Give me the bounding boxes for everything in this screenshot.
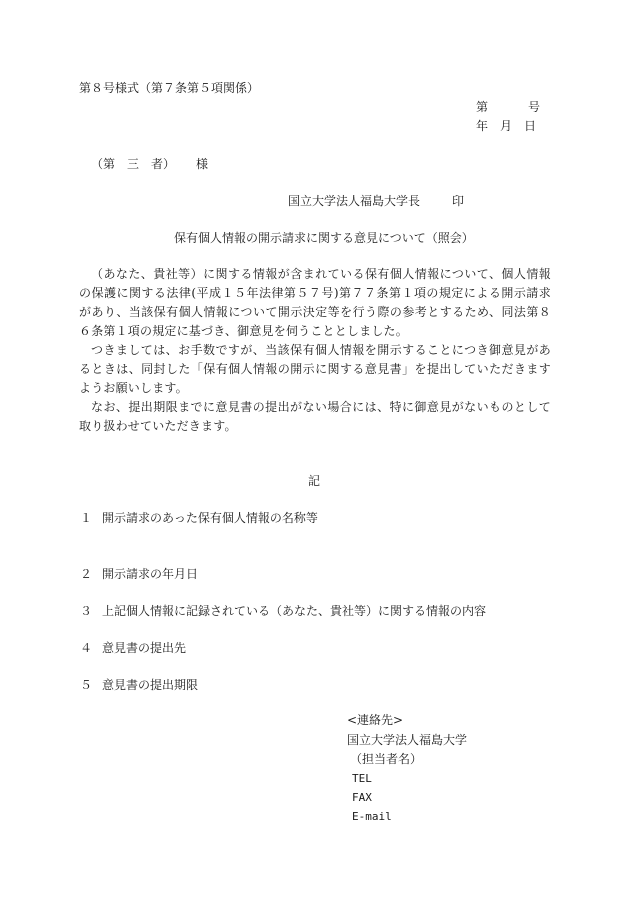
contact-person: （担当者名） bbox=[350, 752, 423, 766]
form-id: 第８号様式（第７条第５項関係） bbox=[79, 81, 260, 95]
date-month: 月 bbox=[500, 119, 513, 133]
item-label: 意見書の提出期限 bbox=[102, 678, 199, 692]
date-day: 日 bbox=[524, 119, 537, 133]
body-paragraph-3: なお、提出期限までに意見書の提出がない場合には、特に御意見がないものとして取り扱わせていただきます。 bbox=[79, 400, 551, 433]
item-number: ５ bbox=[80, 678, 93, 692]
doc-number-prefix: 第 bbox=[476, 100, 489, 114]
item-label: 開示請求の年月日 bbox=[102, 567, 199, 581]
item-label: 開示請求のあった保有個人情報の名称等 bbox=[102, 511, 318, 525]
ki-heading: 記 bbox=[308, 474, 321, 488]
date-year: 年 bbox=[476, 119, 489, 133]
contact-fax: FAX bbox=[352, 791, 372, 804]
item-label: 上記個人情報に記録されている（あなた、貴社等）に関する情報の内容 bbox=[102, 604, 487, 618]
doc-number-suffix: 号 bbox=[528, 100, 541, 114]
contact-org: 国立大学法人福島大学 bbox=[347, 733, 468, 747]
item-number: ３ bbox=[80, 604, 93, 618]
item-2 bbox=[80, 568, 198, 580]
item-1 bbox=[80, 512, 318, 524]
item-number: ２ bbox=[80, 567, 93, 581]
sender-name: 国立大学法人福島大学長 bbox=[288, 194, 421, 208]
body-paragraph-2: つきましては、お手数ですが、当該保有個人情報を開示することにつき御意見があるときは、同封した「保有個人情報の開示に関する意見書」を提出していただきますようお願いします。 bbox=[79, 343, 551, 395]
body-paragraph-1: （あなた、貴社等）に関する情報が含まれている保有個人情報について、個人情報の保護に関する法律(平成１５年法律第５７号)第７７条第１項の規定による開示請求があり、当該保有個人情報について開示決定等を行う際の参考とするため、同法第８６条第１項の規定に基づき、御意見を伺うこととしました。 bbox=[79, 267, 551, 338]
document-title: 保有個人情報の開示請求に関する意見について（照会） bbox=[174, 231, 474, 245]
addressee-name: （第 三 者） bbox=[91, 157, 176, 171]
contact-heading: <連絡先> bbox=[347, 713, 404, 727]
item-number: ４ bbox=[80, 641, 93, 655]
item-label: 意見書の提出先 bbox=[102, 641, 187, 655]
sender-seal: 印 bbox=[452, 194, 465, 208]
item-5 bbox=[80, 679, 198, 691]
item-number: １ bbox=[80, 511, 93, 525]
item-3 bbox=[80, 605, 486, 617]
addressee-honorific: 様 bbox=[196, 157, 209, 171]
contact-email: E-mail bbox=[352, 810, 392, 823]
item-4 bbox=[80, 642, 186, 654]
contact-tel: TEL bbox=[352, 772, 372, 785]
